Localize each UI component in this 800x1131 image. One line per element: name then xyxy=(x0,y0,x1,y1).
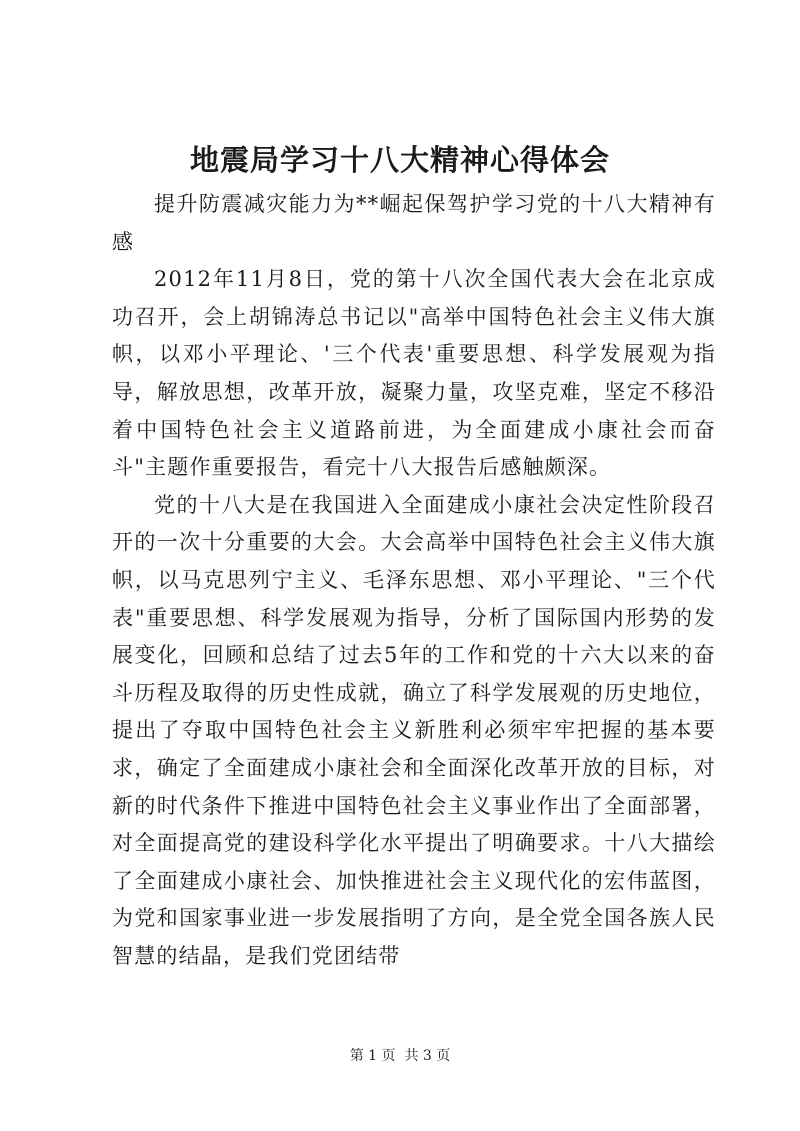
subtitle-paragraph: 提升防震减灾能力为**崛起保驾护学习党的十八大精神有感 xyxy=(112,192,716,254)
document-title: 地震局学习十八大精神心得体会 xyxy=(189,143,610,177)
body-paragraph: 党的十八大是在我国进入全面建成小康社会决定性阶段召开的一次十分重要的大会。大会高举中国特色社会主义伟大旗帜，以马克思列宁主义、毛泽东思想、邓小平理论、"三个代表"重要思想、科学发展观为指导，分析了国际国内形势的发展变化，回顾和总结了过去5年的工作和党的十六大以来的奋斗历程及取得的历史性成就，确立了科学发展观的历史地位，提出了夺取中国特色社会主义新胜利必须牢牢把握的基本要求，确定了全面建成小康社会和全面深化改革开放的目标，对新的时代条件下推进中国特色社会主义事业作出了全面部署，对全面提高党的建设科学化水平提出了明确要求。十八大描绘了全面建成小康社会、加快推进社会主义现代化的宏伟蓝图，为党和国家事业进一步发展指明了方向，是全党全国各族人民智慧的结晶，是我们党团结带 xyxy=(112,492,716,968)
page-footer xyxy=(0,1046,800,1066)
page-number: 第 1 页 共 3 页 xyxy=(349,1048,451,1064)
body-paragraph: 2012年11月8日，党的第十八次全国代表大会在北京成功召开，会上胡锦涛总书记以"高举中国特色社会主义伟大旗帜，以邓小平理论、'三个代表'重要思想、科学发展观为指导，解放思想，改革开放，凝聚力量，攻坚克难，坚定不移沿着中国特色社会主义道路前进，为全面建成小康社会而奋斗"主题作重要报告，看完十八大报告后感触颇深。 xyxy=(112,267,716,480)
document-body xyxy=(112,186,716,975)
